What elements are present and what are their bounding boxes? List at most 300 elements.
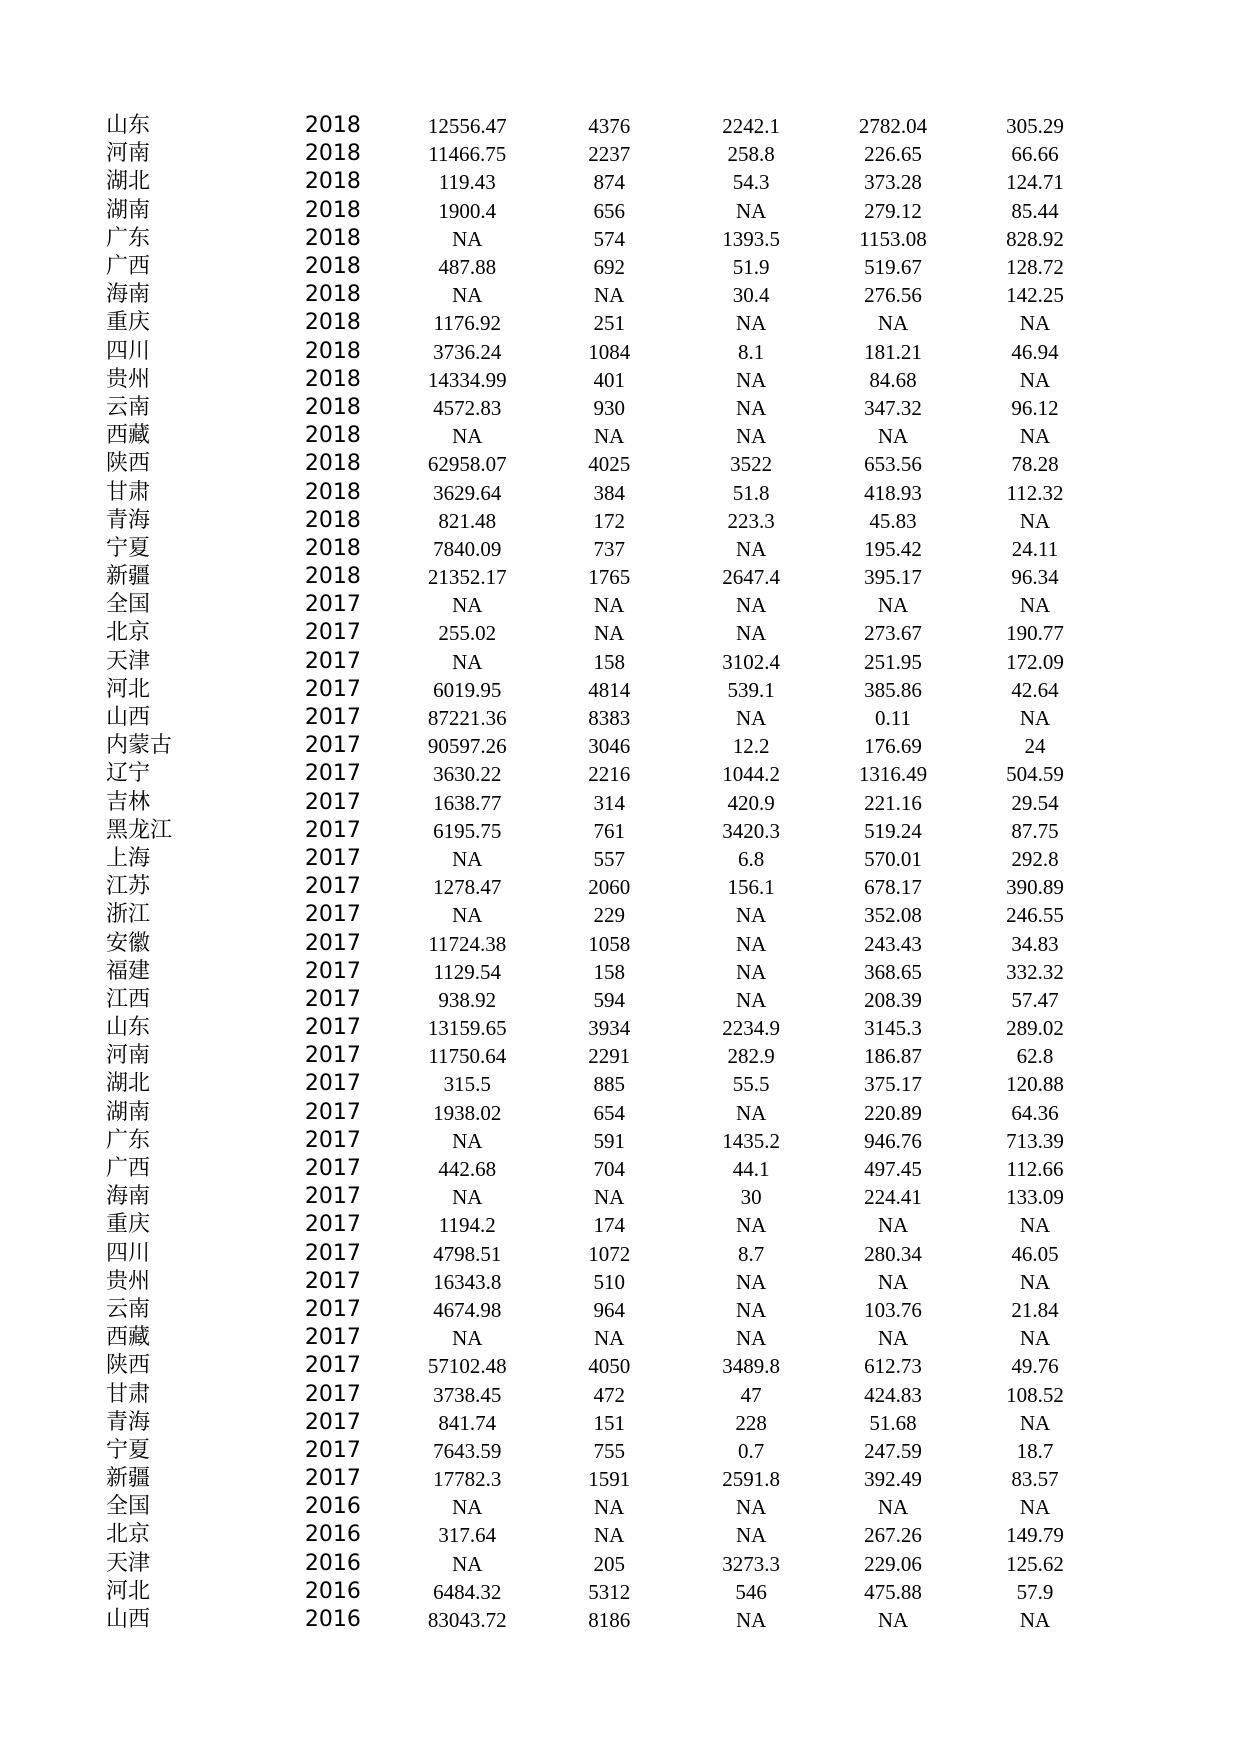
value-cell-1: 3630.22 — [433, 762, 502, 787]
year-cell: 2018 — [304, 225, 361, 251]
value-cell-1: NA — [452, 283, 483, 308]
value-cell-2: 591 — [593, 1128, 625, 1153]
year-cell: 2018 — [304, 310, 361, 336]
value-cell-5: 172.09 — [1006, 649, 1064, 674]
province-cell: 山西 — [106, 1607, 151, 1633]
value-cell-3: NA — [735, 536, 767, 561]
value-cell-5: NA — [1019, 706, 1051, 731]
year-cell: 2016 — [304, 1550, 361, 1576]
province-cell: 青海 — [106, 507, 151, 533]
value-cell-3: NA — [735, 903, 767, 928]
year-cell: 2017 — [304, 620, 361, 646]
value-cell-4: 1153.08 — [859, 226, 927, 251]
year-cell: 2016 — [304, 1522, 361, 1548]
year-cell: 2018 — [304, 254, 361, 280]
year-cell: 2017 — [304, 789, 361, 815]
value-cell-5: NA — [1019, 1410, 1051, 1435]
province-cell: 山西 — [106, 705, 151, 731]
table-row — [106, 986, 1106, 1014]
value-cell-5: 96.12 — [1011, 395, 1059, 420]
value-cell-3: 546 — [735, 1579, 767, 1604]
value-cell-2: 737 — [593, 536, 625, 561]
province-cell: 宁夏 — [106, 1437, 151, 1463]
province-cell: 河北 — [106, 1578, 151, 1604]
table-row — [106, 197, 1106, 225]
table-row — [106, 112, 1106, 140]
province-cell: 福建 — [106, 958, 151, 984]
value-cell-1: NA — [452, 846, 483, 871]
year-cell: 2017 — [304, 1184, 361, 1210]
year-cell: 2018 — [304, 338, 361, 364]
year-cell: 2018 — [304, 479, 361, 505]
table-row — [106, 1183, 1106, 1211]
value-cell-1: NA — [452, 424, 483, 449]
value-cell-1: 16343.8 — [433, 1269, 502, 1294]
value-cell-3: NA — [735, 1495, 767, 1520]
value-cell-3: NA — [735, 1523, 767, 1548]
province-cell: 广西 — [106, 1156, 151, 1182]
value-cell-2: 401 — [593, 367, 625, 392]
year-cell: 2017 — [304, 1268, 361, 1294]
table-row — [106, 422, 1106, 450]
value-cell-4: NA — [877, 593, 909, 618]
value-cell-1: 3629.64 — [433, 480, 502, 505]
year-cell: 2018 — [304, 423, 361, 449]
value-cell-4: 280.34 — [864, 1241, 922, 1266]
table-row — [106, 1099, 1106, 1127]
value-cell-5: NA — [1019, 311, 1051, 336]
value-cell-4: 570.01 — [864, 846, 922, 871]
value-cell-2: 174 — [593, 1213, 625, 1238]
value-cell-1: 1194.2 — [438, 1213, 496, 1238]
year-cell: 2017 — [304, 1015, 361, 1041]
province-cell: 全国 — [106, 592, 151, 618]
value-cell-2: 472 — [593, 1382, 625, 1407]
value-cell-2: 656 — [593, 198, 625, 223]
value-cell-4: NA — [877, 311, 909, 336]
value-cell-2: NA — [594, 621, 625, 646]
province-cell: 山东 — [106, 113, 151, 139]
value-cell-2: 151 — [593, 1410, 625, 1435]
province-cell: 辽宁 — [106, 761, 151, 787]
province-cell: 海南 — [106, 282, 151, 308]
province-cell: 湖北 — [106, 169, 151, 195]
value-cell-3: 2647.4 — [722, 565, 780, 590]
value-cell-2: 2060 — [588, 875, 631, 900]
value-cell-2: 205 — [593, 1551, 625, 1576]
value-cell-1: NA — [452, 226, 483, 251]
table-row — [106, 309, 1106, 337]
value-cell-4: 392.49 — [864, 1467, 922, 1492]
value-cell-5: 504.59 — [1006, 762, 1064, 787]
province-cell: 全国 — [106, 1494, 151, 1520]
table-row — [106, 760, 1106, 788]
table-row — [106, 1296, 1106, 1324]
value-cell-4: 84.68 — [869, 367, 917, 392]
value-cell-5: 124.71 — [1006, 170, 1064, 195]
value-cell-4: NA — [877, 1608, 909, 1633]
value-cell-2: 761 — [593, 818, 625, 843]
value-cell-4: 195.42 — [864, 536, 922, 561]
value-cell-1: 4572.83 — [433, 395, 502, 420]
value-cell-1: 487.88 — [438, 255, 497, 280]
value-cell-1: 90597.26 — [427, 734, 507, 759]
value-cell-2: 964 — [593, 1297, 625, 1322]
province-cell: 新疆 — [106, 564, 151, 590]
value-cell-1: 1176.92 — [433, 311, 502, 336]
value-cell-5: 246.55 — [1006, 903, 1064, 928]
value-cell-4: 226.65 — [864, 142, 922, 167]
value-cell-5: NA — [1019, 1269, 1051, 1294]
province-cell: 湖北 — [106, 1071, 151, 1097]
value-cell-1: 4798.51 — [433, 1241, 502, 1266]
value-cell-3: NA — [735, 311, 767, 336]
year-cell: 2017 — [304, 1240, 361, 1266]
value-cell-2: 8383 — [588, 706, 631, 731]
value-cell-2: 557 — [593, 846, 625, 871]
value-cell-2: 2216 — [588, 762, 631, 787]
value-cell-5: 64.36 — [1011, 1100, 1059, 1125]
value-cell-1: 13159.65 — [427, 1016, 507, 1041]
table-row — [106, 789, 1106, 817]
year-cell: 2018 — [304, 113, 361, 139]
value-cell-1: 17782.3 — [433, 1467, 502, 1492]
value-cell-4: 373.28 — [864, 170, 922, 195]
value-cell-2: NA — [594, 1523, 625, 1548]
value-cell-2: 1591 — [588, 1467, 631, 1492]
value-cell-2: 314 — [593, 790, 625, 815]
value-cell-4: 653.56 — [864, 452, 922, 477]
value-cell-3: 3273.3 — [722, 1551, 780, 1576]
value-cell-3: NA — [735, 198, 767, 223]
value-cell-1: 317.64 — [438, 1523, 497, 1548]
table-row — [106, 901, 1106, 929]
value-cell-1: 87221.36 — [427, 706, 507, 731]
table-row — [106, 845, 1106, 873]
value-cell-1: 1638.77 — [433, 790, 502, 815]
value-cell-2: NA — [594, 424, 625, 449]
value-cell-2: 3046 — [588, 734, 631, 759]
table-row — [106, 648, 1106, 676]
table-row — [106, 1606, 1106, 1634]
province-cell: 天津 — [106, 1550, 151, 1576]
value-cell-1: 4674.98 — [433, 1297, 502, 1322]
year-cell: 2017 — [304, 930, 361, 956]
year-cell: 2016 — [304, 1607, 361, 1633]
value-cell-4: NA — [877, 1495, 909, 1520]
value-cell-4: 51.68 — [869, 1410, 917, 1435]
table-row — [106, 676, 1106, 704]
value-cell-3: 2234.9 — [722, 1016, 780, 1041]
value-cell-4: 251.95 — [864, 649, 922, 674]
table-row — [106, 338, 1106, 366]
value-cell-4: 273.67 — [864, 621, 922, 646]
value-cell-3: 3420.3 — [722, 818, 780, 843]
table-row — [106, 1409, 1106, 1437]
value-cell-4: 347.32 — [864, 395, 922, 420]
value-cell-1: 442.68 — [438, 1157, 497, 1182]
value-cell-3: 30.4 — [732, 283, 770, 308]
year-cell: 2018 — [304, 366, 361, 392]
year-cell: 2017 — [304, 705, 361, 731]
table-row — [106, 1240, 1106, 1268]
value-cell-3: 55.5 — [732, 1072, 770, 1097]
value-cell-1: 1129.54 — [433, 959, 502, 984]
value-cell-1: NA — [452, 1495, 483, 1520]
year-cell: 2017 — [304, 1127, 361, 1153]
year-cell: 2017 — [304, 1099, 361, 1125]
value-cell-4: 519.67 — [864, 255, 922, 280]
province-cell: 西藏 — [106, 1325, 151, 1351]
value-cell-4: NA — [877, 1269, 909, 1294]
table-row — [106, 394, 1106, 422]
value-cell-5: 190.77 — [1006, 621, 1064, 646]
year-cell: 2018 — [304, 197, 361, 223]
table-row — [106, 168, 1106, 196]
value-cell-1: 1938.02 — [433, 1100, 502, 1125]
value-cell-1: 1900.4 — [438, 198, 497, 223]
value-cell-4: 3145.3 — [864, 1016, 922, 1041]
table-row — [106, 873, 1106, 901]
year-cell: 2017 — [304, 1156, 361, 1182]
value-cell-4: 243.43 — [864, 931, 922, 956]
value-cell-4: 247.59 — [864, 1438, 922, 1463]
value-cell-5: 133.09 — [1006, 1185, 1064, 1210]
province-cell: 宁夏 — [106, 535, 151, 561]
year-cell: 2017 — [304, 902, 361, 928]
value-cell-1: 821.48 — [438, 508, 497, 533]
value-cell-1: 12556.47 — [427, 114, 507, 139]
value-cell-3: NA — [735, 1608, 767, 1633]
value-cell-1: NA — [452, 903, 483, 928]
province-cell: 河南 — [106, 141, 151, 167]
value-cell-4: NA — [877, 424, 909, 449]
value-cell-3: 6.8 — [737, 846, 765, 871]
province-cell: 上海 — [106, 845, 151, 871]
value-cell-3: NA — [735, 367, 767, 392]
value-cell-3: 282.9 — [727, 1044, 775, 1069]
value-cell-2: 874 — [593, 170, 625, 195]
province-cell: 吉林 — [106, 789, 151, 815]
value-cell-1: NA — [452, 1326, 483, 1351]
value-cell-5: 713.39 — [1006, 1128, 1064, 1153]
value-cell-3: 2242.1 — [722, 114, 780, 139]
value-cell-1: 3736.24 — [433, 339, 502, 364]
value-cell-5: 46.05 — [1011, 1241, 1059, 1266]
table-row — [106, 1155, 1106, 1183]
value-cell-3: 228 — [735, 1410, 767, 1435]
value-cell-2: 8186 — [588, 1608, 631, 1633]
value-cell-4: 0.11 — [875, 706, 912, 731]
value-cell-4: 385.86 — [864, 677, 922, 702]
table-row — [106, 563, 1106, 591]
province-cell: 陕西 — [106, 1353, 151, 1379]
value-cell-1: 3738.45 — [433, 1382, 502, 1407]
value-cell-2: 885 — [593, 1072, 625, 1097]
value-cell-3: NA — [735, 706, 767, 731]
year-cell: 2017 — [304, 1409, 361, 1435]
province-cell: 山东 — [106, 1015, 151, 1041]
table-row — [106, 1578, 1106, 1606]
table-row — [106, 619, 1106, 647]
value-cell-5: 62.8 — [1016, 1044, 1054, 1069]
year-cell: 2017 — [304, 845, 361, 871]
value-cell-5: 57.9 — [1016, 1579, 1054, 1604]
table-row — [106, 817, 1106, 845]
value-cell-1: 11750.64 — [428, 1044, 507, 1069]
province-cell: 广东 — [106, 1127, 151, 1153]
value-cell-3: 51.8 — [732, 480, 770, 505]
value-cell-2: 3934 — [588, 1016, 631, 1041]
province-cell: 湖南 — [106, 197, 151, 223]
value-cell-5: 83.57 — [1011, 1467, 1059, 1492]
value-cell-3: 3522 — [730, 452, 773, 477]
province-cell: 重庆 — [106, 310, 151, 336]
value-cell-4: 221.16 — [864, 790, 922, 815]
table-row — [106, 591, 1106, 619]
value-cell-1: 57102.48 — [427, 1354, 507, 1379]
value-cell-2: 158 — [593, 649, 625, 674]
value-cell-4: 519.24 — [864, 818, 922, 843]
year-cell: 2018 — [304, 282, 361, 308]
value-cell-3: NA — [735, 1297, 767, 1322]
value-cell-4: 220.89 — [864, 1100, 922, 1125]
value-cell-1: 1278.47 — [433, 875, 502, 900]
province-cell: 河北 — [106, 676, 151, 702]
value-cell-5: 108.52 — [1006, 1382, 1064, 1407]
year-cell: 2017 — [304, 1381, 361, 1407]
value-cell-5: NA — [1019, 1495, 1051, 1520]
year-cell: 2017 — [304, 1296, 361, 1322]
value-cell-3: 1393.5 — [722, 226, 780, 251]
year-cell: 2016 — [304, 1494, 361, 1520]
value-cell-1: 62958.07 — [427, 452, 507, 477]
value-cell-3: NA — [735, 424, 767, 449]
value-cell-4: 946.76 — [864, 1128, 922, 1153]
province-cell: 黑龙江 — [106, 817, 173, 843]
value-cell-5: NA — [1019, 1326, 1051, 1351]
table-row — [106, 1465, 1106, 1493]
table-row — [106, 1493, 1106, 1521]
year-cell: 2017 — [304, 958, 361, 984]
province-cell: 浙江 — [106, 902, 151, 928]
value-cell-4: 276.56 — [864, 283, 922, 308]
province-cell: 内蒙古 — [106, 733, 173, 759]
value-cell-5: 66.66 — [1011, 142, 1059, 167]
province-cell: 四川 — [106, 338, 151, 364]
value-cell-4: 45.83 — [869, 508, 917, 533]
value-cell-5: 46.94 — [1011, 339, 1059, 364]
value-cell-4: 224.41 — [864, 1185, 922, 1210]
value-cell-3: 1435.2 — [722, 1128, 780, 1153]
value-cell-5: 128.72 — [1006, 255, 1064, 280]
province-cell: 北京 — [106, 1522, 151, 1548]
value-cell-4: 176.69 — [864, 734, 922, 759]
province-cell: 广西 — [106, 254, 151, 280]
table-row — [106, 535, 1106, 563]
value-cell-1: 83043.72 — [427, 1608, 507, 1633]
value-cell-4: 279.12 — [864, 198, 922, 223]
value-cell-3: NA — [735, 593, 767, 618]
value-cell-1: 315.5 — [443, 1072, 491, 1097]
province-cell: 西藏 — [106, 423, 151, 449]
value-cell-2: 2237 — [588, 142, 631, 167]
value-cell-2: NA — [594, 1326, 625, 1351]
province-cell: 青海 — [106, 1409, 151, 1435]
value-cell-3: NA — [735, 1213, 767, 1238]
value-cell-4: 375.17 — [864, 1072, 922, 1097]
province-cell: 天津 — [106, 648, 151, 674]
value-cell-1: 6019.95 — [433, 677, 502, 702]
table-row — [106, 1070, 1106, 1098]
table-row — [106, 1521, 1106, 1549]
province-cell: 甘肃 — [106, 479, 151, 505]
year-cell: 2017 — [304, 648, 361, 674]
value-cell-2: 692 — [593, 255, 625, 280]
value-cell-4: 368.65 — [864, 959, 922, 984]
value-cell-5: NA — [1019, 367, 1051, 392]
table-row — [106, 732, 1106, 760]
value-cell-3: 156.1 — [727, 875, 775, 900]
value-cell-4: 612.73 — [864, 1354, 922, 1379]
value-cell-2: 510 — [593, 1269, 625, 1294]
value-cell-3: NA — [735, 621, 767, 646]
value-cell-2: 755 — [593, 1438, 625, 1463]
table-row — [106, 281, 1106, 309]
value-cell-3: 0.7 — [737, 1438, 765, 1463]
year-cell: 2018 — [304, 507, 361, 533]
value-cell-1: 7643.59 — [433, 1438, 502, 1463]
table-row — [106, 1042, 1106, 1070]
province-cell: 云南 — [106, 394, 151, 420]
province-cell: 海南 — [106, 1184, 151, 1210]
value-cell-4: 418.93 — [864, 480, 922, 505]
value-cell-5: 120.88 — [1006, 1072, 1064, 1097]
value-cell-3: 12.2 — [732, 734, 770, 759]
year-cell: 2017 — [304, 874, 361, 900]
value-cell-1: NA — [452, 1128, 483, 1153]
value-cell-2: 384 — [593, 480, 625, 505]
value-cell-3: 8.7 — [737, 1241, 765, 1266]
value-cell-3: NA — [735, 959, 767, 984]
data-table — [106, 112, 1106, 1634]
table-row — [106, 1014, 1106, 1042]
table-row — [106, 1127, 1106, 1155]
value-cell-3: NA — [735, 1326, 767, 1351]
value-cell-5: 289.02 — [1006, 1016, 1064, 1041]
value-cell-1: 6484.32 — [433, 1579, 502, 1604]
value-cell-1: 6195.75 — [433, 818, 502, 843]
value-cell-5: 112.66 — [1006, 1157, 1064, 1182]
value-cell-4: NA — [877, 1326, 909, 1351]
value-cell-3: NA — [735, 931, 767, 956]
value-cell-1: 255.02 — [438, 621, 497, 646]
value-cell-2: 930 — [593, 395, 625, 420]
year-cell: 2017 — [304, 1071, 361, 1097]
year-cell: 2016 — [304, 1578, 361, 1604]
value-cell-4: 181.21 — [864, 339, 922, 364]
year-cell: 2017 — [304, 986, 361, 1012]
province-cell: 江西 — [106, 986, 151, 1012]
table-row — [106, 1268, 1106, 1296]
value-cell-2: 4050 — [588, 1354, 631, 1379]
year-cell: 2017 — [304, 817, 361, 843]
table-row — [106, 225, 1106, 253]
year-cell: 2018 — [304, 141, 361, 167]
value-cell-4: 395.17 — [864, 565, 922, 590]
table-row — [106, 1352, 1106, 1380]
value-cell-4: 1316.49 — [858, 762, 928, 787]
